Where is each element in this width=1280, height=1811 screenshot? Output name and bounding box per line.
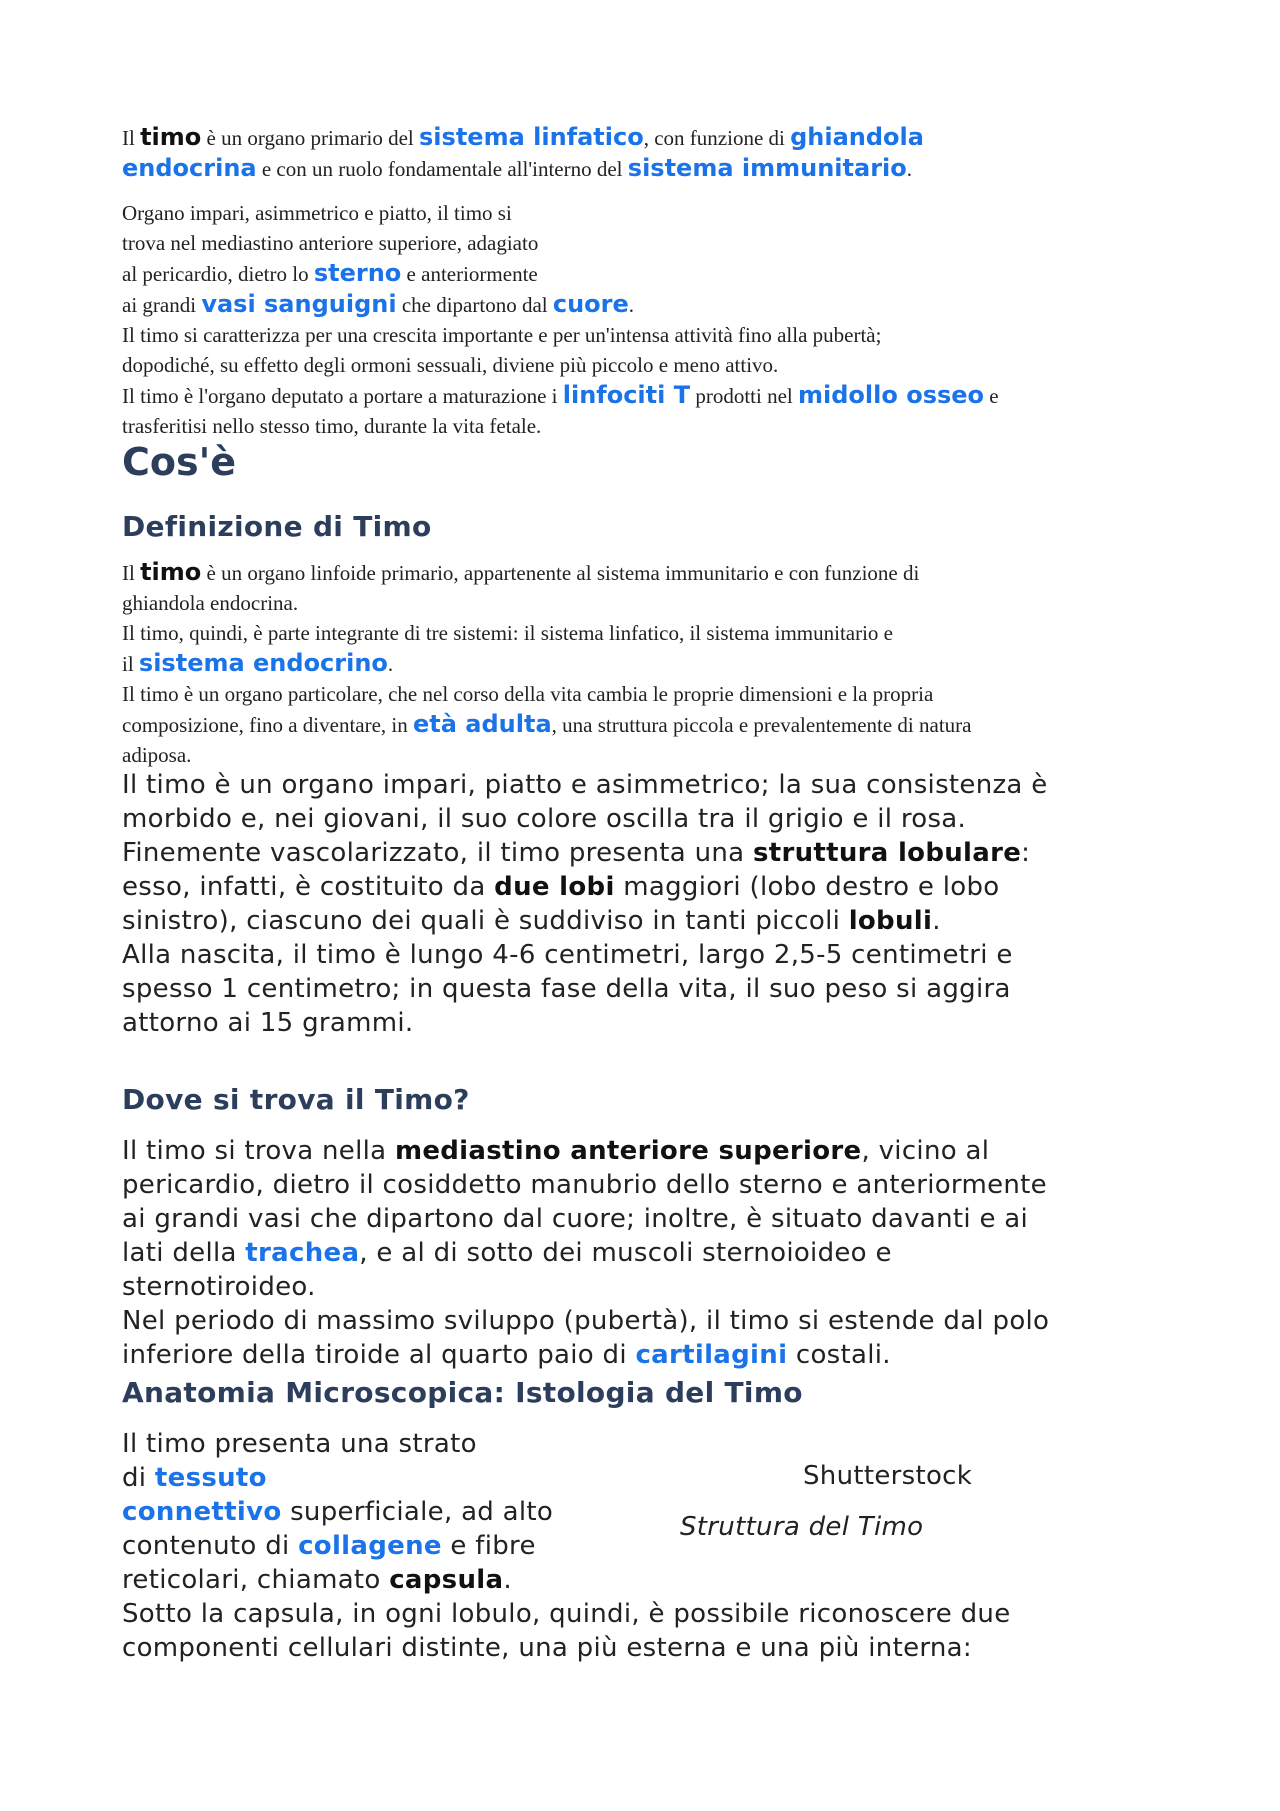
text: trasferitisi nello stesso timo, durante la vita fetale. [122,414,542,438]
link-endocrina[interactable]: endocrina [122,154,257,182]
text: sinistro), ciascuno dei quali è suddiviso in tanti piccoli [122,906,849,936]
text: Il timo è l'organo deputato a portare a maturazione i [122,384,563,408]
link-midollo-osseo[interactable]: midollo osseo [798,381,985,409]
bold-due-lobi: due lobi [494,872,615,902]
text: maggiori (lobo destro e lobo [614,872,1000,902]
heading-dove: Dove si trova il Timo? [122,1083,470,1116]
link-sistema-immunitario[interactable]: sistema immunitario [627,154,907,182]
text: esso, infatti, è costituito da [122,872,495,902]
bold-lobuli: lobuli [848,906,933,936]
text: Sotto la capsula, in ogni lobulo, quindi, è possibile riconoscere due [122,1599,1011,1629]
text: Nel periodo di massimo sviluppo (pubertà), il timo si estende dal polo [122,1306,1050,1336]
text: Il [122,561,141,585]
text: superficiale, ad alto [281,1497,554,1527]
text: ai grandi [122,293,202,317]
text: Il timo si trova nella [122,1136,395,1166]
text: Il timo è un organo impari, piatto e asimmetrico; la sua consistenza è [122,770,1048,800]
text: è un organo primario del [201,126,420,150]
intro-paragraph-1 [122,122,1122,184]
link-ghiandola[interactable]: ghiandola [790,123,924,151]
text: . [503,1565,512,1595]
heading-definizione: Definizione di Timo [122,510,432,543]
text: trova nel mediastino anteriore superiore, adagiato [122,231,539,255]
text: Il timo presenta una strato [122,1429,477,1459]
text: costali. [787,1340,891,1370]
section-title: Cos'è [122,440,237,484]
bold-mediastino: mediastino anteriore superiore [394,1136,862,1166]
link-cartilagini[interactable]: cartilagini [635,1340,788,1370]
text: , con funzione di [643,126,791,150]
intro-paragraph-2 [122,198,1172,441]
dove-paragraph [122,1134,1202,1372]
link-cuore[interactable]: cuore [552,290,629,318]
text: componenti cellulari distinte, una più esterna e una più interna: [122,1633,972,1663]
text: e con un ruolo fondamentale all'interno del [256,157,628,181]
text: ghiandola endocrina. [122,591,299,615]
text: Il [122,126,141,150]
text: pericardio, dietro il cosiddetto manubrio dello sterno e anteriormente [122,1170,1047,1200]
text: Organo impari, asimmetrico e piatto, il timo si [122,201,512,225]
link-vasi-sanguigni[interactable]: vasi sanguigni [201,290,397,318]
bold-struttura-lobulare: struttura lobulare [752,838,1022,868]
text: Il timo è un organo particolare, che nel corso della vita cambia le proprie dimensioni e la propria [122,682,934,706]
text: al pericardio, dietro lo [122,262,314,286]
text: e fibre [441,1531,536,1561]
link-linfociti-t[interactable]: linfociti T [562,381,691,409]
heading-anatomia: Anatomia Microscopica: Istologia del Timo [122,1376,803,1409]
text: . [932,906,941,936]
text: reticolari, chiamato [122,1565,390,1595]
anatomia-paragraph [122,1427,1202,1665]
text: inferiore della tiroide al quarto paio di [122,1340,636,1370]
link-collagene[interactable]: collagene [298,1531,442,1561]
link-sistema-linfatico[interactable]: sistema linfatico [419,123,644,151]
link-trachea[interactable]: trachea [245,1238,360,1268]
definizione-paragraph [122,557,1182,770]
link-eta-adulta[interactable]: età adulta [413,710,552,738]
text: , una struttura piccola e prevalentemente di natura [551,713,972,737]
text: . [387,652,394,676]
link-sistema-endocrino[interactable]: sistema endocrino [138,649,388,677]
link-sterno[interactable]: sterno [313,259,402,287]
image-source-credit: Shutterstock [803,1461,973,1491]
bold-term-timo: timo [140,123,202,151]
text: sternotiroideo. [122,1272,316,1302]
text: Il timo si caratterizza per una crescita importante e per un'intensa attività fino alla pubertà; [122,323,882,347]
text: lati della [122,1238,246,1268]
text: Alla nascita, il timo è lungo 4-6 centimetri, largo 2,5-5 centimetri e [122,940,1013,970]
text: dopodiché, su effetto degli ormoni sessuali, diviene più piccolo e meno attivo. [122,353,779,377]
text: il [122,652,139,676]
text: composizione, fino a diventare, in [122,713,413,737]
text: adiposa. [122,743,192,767]
image-caption: Struttura del Timo [680,1512,924,1542]
text: e [984,384,999,408]
text: e anteriormente [401,262,538,286]
text: . [628,293,635,317]
definizione-structure-paragraph [122,768,1202,1040]
text: Il timo, quindi, è parte integrante di tre sistemi: il sistema linfatico, il sistema immunitario e [122,621,894,645]
text: : [1021,838,1031,868]
text: , vicino al [861,1136,990,1166]
bold-term-timo: timo [140,558,202,586]
link-tessuto[interactable]: tessuto [154,1463,267,1493]
text: morbido e, nei giovani, il suo colore oscilla tra il grigio e il rosa. [122,804,967,834]
text: attorno ai 15 grammi. [122,1008,414,1038]
text: Finemente vascolarizzato, il timo presenta una [122,838,753,868]
text: prodotti nel [690,384,798,408]
bold-capsula: capsula [389,1565,504,1595]
text: di [122,1463,155,1493]
text: che dipartono dal [396,293,553,317]
text: ai grandi vasi che dipartono dal cuore; inoltre, è situato davanti e ai [122,1204,1029,1234]
text: spesso 1 centimetro; in questa fase della vita, il suo peso si aggira [122,974,1011,1004]
text: . [906,157,912,181]
link-connettivo[interactable]: connettivo [122,1497,282,1527]
text: , e al di sotto dei muscoli sternoioideo e [359,1238,892,1268]
text: è un organo linfoide primario, appartenente al sistema immunitario e con funzione di [201,561,920,585]
text: contenuto di [122,1531,299,1561]
